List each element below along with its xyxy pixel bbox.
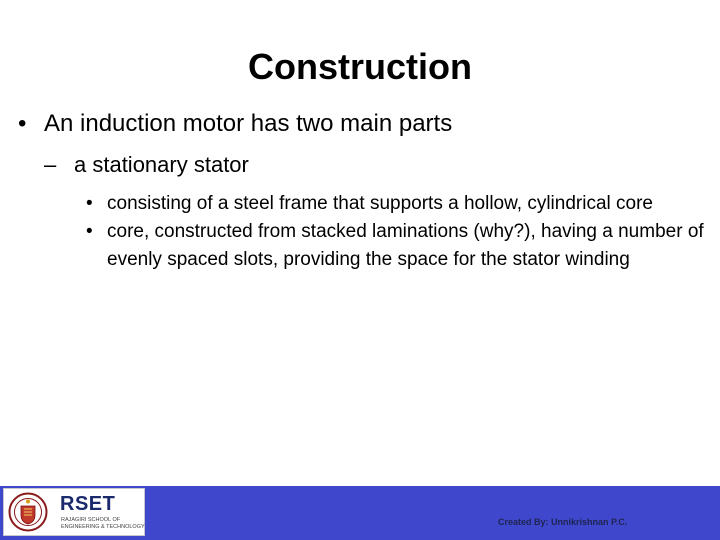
- bullet-icon: •: [86, 221, 93, 242]
- crest-icon: [8, 492, 48, 532]
- author-credit: Created By: Unnikrishnan P.C.: [498, 517, 628, 527]
- footer-bar: [0, 486, 720, 540]
- logo-name: RSET: [60, 493, 116, 515]
- sub-sub-bullet: [86, 190, 706, 218]
- institution-logo: [3, 488, 145, 536]
- slide-title: Construction: [248, 46, 472, 87]
- sub-bullet: [44, 150, 249, 180]
- sub-sub-bullet-text: consisting of a steel frame that supports a hollow, cylindrical core: [107, 193, 653, 214]
- bullet-icon: •: [86, 193, 93, 214]
- dash-icon: –: [44, 152, 57, 177]
- bullet-icon: •: [18, 110, 27, 137]
- sub-sub-bullet: [86, 218, 706, 274]
- sub-bullet-text: a stationary stator: [74, 152, 249, 177]
- logo-subtitle-line1: RAJAGIRI SCHOOL OF: [61, 517, 121, 523]
- sub-sub-bullet-text: core, constructed from stacked laminations (why?), having a number of evenly spaced slots, providing the space for the stator winding: [107, 221, 704, 270]
- logo-subtitle-line2: ENGINEERING & TECHNOLOGY: [61, 524, 145, 530]
- sub-sub-bullet-list: [86, 190, 706, 274]
- main-bullet-text: An induction motor has two main parts: [44, 110, 453, 137]
- main-bullet: [18, 108, 452, 140]
